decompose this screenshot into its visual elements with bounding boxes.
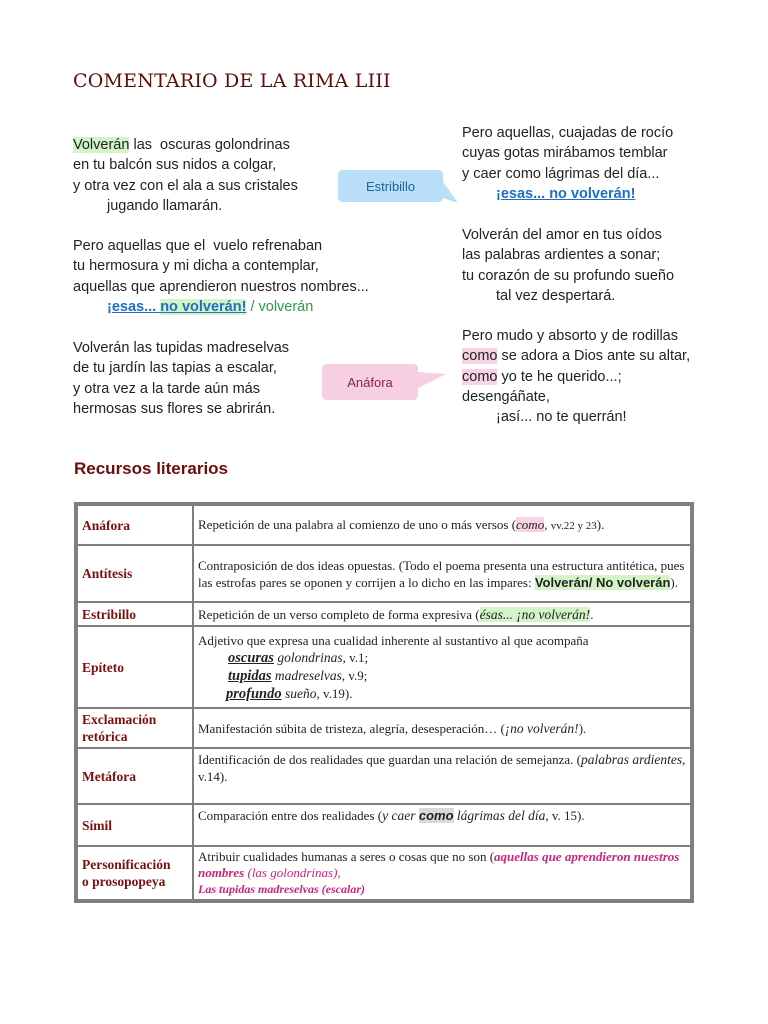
verse-reference: , v.9;: [341, 667, 368, 683]
verse-line: hermosas sus flores se abrirán.: [73, 400, 276, 417]
epithet: oscuras: [228, 649, 274, 666]
example-text: aquellas que aprendieron nuestros nombres: [198, 849, 680, 880]
verse-line: tu corazón de su profundo sueño: [462, 267, 675, 284]
table-row: [78, 603, 690, 625]
poem-left: [73, 135, 298, 216]
definition-cell: [194, 709, 690, 747]
term-cell: [78, 847, 192, 899]
definition-text: Atribuir cualidades humanas a seres o cosas que no son (: [198, 849, 495, 864]
definition-text: Contraposición de dos ideas opuestas. (Todo el poema presenta una estructura antitética, pues las estrofas pares se oponen y corrijen a lo dicho en las impares:: [198, 557, 685, 590]
term-line: retórica: [82, 729, 128, 744]
callout-estribillo: [338, 170, 458, 210]
definition-text: Identificación de dos realidades que guardan una relación de semejanza. (: [198, 752, 581, 767]
verse-line-estribillo: [73, 297, 369, 317]
table-row: [78, 749, 690, 803]
verse-line-estribillo: [462, 184, 673, 204]
definition-text: Comparación entre dos realidades (: [198, 808, 383, 823]
definition-cell: [194, 627, 690, 707]
example-line: [198, 667, 686, 685]
verse-line: en tu balcón sus nidos a colgar,: [73, 157, 277, 174]
verse-line: cuyas gotas mirábamos temblar: [462, 145, 668, 162]
term-cell: Anáfora: [78, 506, 192, 544]
highlight-volveran: Volverán: [73, 137, 130, 153]
highlight-como: como: [462, 368, 498, 385]
term-cell: Símil: [78, 805, 192, 845]
example-text: ¡no volverán!: [504, 720, 579, 736]
table-row: [78, 506, 690, 544]
verse-line: Volverán las tupidas madreselvas: [73, 340, 290, 356]
poem-left-stanza-3: [73, 338, 289, 419]
verse-line: las palabras ardientes a sonar;: [462, 247, 661, 264]
example-highlight: como: [418, 808, 454, 823]
verse-line: Volverán del amor en tus oídos: [462, 227, 662, 243]
verse-line: Pero aquellas que el vuelo refrenaban: [73, 238, 323, 254]
definition-text: ).: [578, 720, 587, 736]
table-row: [78, 709, 690, 747]
verse-line: [462, 367, 690, 387]
verse-reference: , v.19).: [316, 685, 353, 701]
definition-text: .: [590, 606, 594, 622]
table-row: [78, 546, 690, 601]
definition-text: ).: [596, 516, 605, 532]
verse-line: [462, 346, 690, 366]
definition-text: Repetición de una palabra al comienzo de uno o más versos (: [198, 516, 517, 532]
term-cell: [78, 709, 192, 747]
verse-text: se adora a Dios ante su altar,: [497, 348, 691, 365]
verse-reference: , v.1;: [342, 649, 369, 665]
example-text: golondrinas: [273, 649, 343, 665]
definition-cell: [194, 847, 690, 899]
example-text: Las tupidas madreselvas (escalar): [198, 882, 365, 896]
estribillo-highlight[interactable]: no volverán!: [160, 298, 247, 315]
definition-text: , v.14).: [198, 752, 686, 784]
term-line: Personificación: [82, 857, 171, 872]
verse-line: [73, 135, 298, 155]
verse-text: yo te he querido...;: [497, 368, 622, 385]
resources-table: [74, 502, 694, 903]
poem-right-stanza-1: [462, 123, 673, 204]
term-cell: Epíteto: [78, 627, 192, 707]
verse-line: tu hermosura y mi dicha a contemplar,: [73, 258, 319, 275]
estribillo-link[interactable]: ¡esas...: [107, 298, 161, 315]
callout-anafora: [322, 364, 447, 402]
definition-text: , v. 15).: [545, 808, 585, 823]
table-row: [78, 805, 690, 845]
verse-line: desengáñate,: [462, 388, 550, 405]
section-heading: Recursos literarios: [74, 459, 229, 478]
callout-label: Anáfora: [347, 374, 393, 390]
verse-line: Pero mudo y absorto y de rodillas: [462, 328, 678, 344]
definition-text: ).: [670, 574, 678, 590]
example-text: y caer: [382, 808, 419, 823]
example-text: (las golondrinas),: [244, 865, 341, 880]
example-highlight: Volverán/ No volverán: [534, 574, 671, 590]
verse-line: Pero aquellas, cuajadas de rocío: [462, 125, 674, 141]
estribillo-link[interactable]: ¡esas... no volverán!: [496, 185, 636, 202]
verse-line: de tu jardín las tapias a escalar,: [73, 360, 277, 377]
table-row: [78, 627, 690, 707]
verse-text: las oscuras golondrinas: [129, 137, 290, 153]
verse-reference: vv.22 y 23: [550, 519, 597, 532]
poem-right-stanza-3: [462, 326, 690, 427]
definition-cell: [194, 546, 690, 601]
definition-cell: [194, 603, 690, 625]
callout-label: Estribillo: [365, 178, 416, 194]
definition-cell: [194, 805, 690, 845]
example-highlight: ésas... ¡no volverán!: [479, 606, 591, 622]
poem-right-stanza-2: [462, 225, 674, 306]
term-line: Exclamación: [82, 712, 157, 727]
table-row: [78, 847, 690, 899]
definition-text: ,: [544, 516, 551, 532]
highlight-como: como: [462, 348, 498, 365]
example-text: palabras ardientes: [580, 752, 683, 767]
term-cell: Estribillo: [78, 603, 192, 625]
definition-text: Repetición de un verso completo de forma expresiva (: [198, 606, 480, 622]
verse-line: y caer como lágrimas del día...: [462, 165, 660, 182]
verse-line: jugando llamarán.: [107, 197, 223, 214]
page-title: COMENTARIO DE LA RIMA LIII: [73, 70, 391, 92]
verse-line: tal vez despertará.: [496, 287, 616, 304]
epithet: profundo: [226, 685, 282, 702]
example-text: lágrimas del día: [453, 808, 546, 823]
verse-line: y otra vez a la tarde aún más: [73, 380, 260, 397]
poem-left-stanza-2: [73, 236, 369, 317]
definition-cell: [194, 749, 690, 803]
epithet: tupidas: [228, 667, 272, 684]
example-text: madreselvas: [271, 667, 342, 683]
verse-line: ¡así... no te querrán!: [496, 409, 627, 426]
verse-line: aquellas que aprendieron nuestros nombres...: [73, 278, 369, 295]
definition-cell: [194, 506, 690, 544]
term-cell: Antítesis: [78, 546, 192, 601]
definition-text: Adjetivo que expresa una cualidad inherente al sustantivo al que acompaña: [198, 632, 589, 648]
example-highlight: como: [516, 516, 545, 532]
example-line: [198, 649, 686, 667]
example-line: [198, 685, 686, 703]
verse-line: y otra vez con el ala a sus cristales: [73, 177, 298, 194]
definition-text: Manifestación súbita de tristeza, alegría, desesperación… (: [198, 720, 505, 736]
variant-text: / volverán: [246, 298, 314, 315]
term-line: o prosopopeya: [82, 874, 166, 889]
term-cell: Metáfora: [78, 749, 192, 803]
example-text: sueño: [281, 685, 317, 701]
